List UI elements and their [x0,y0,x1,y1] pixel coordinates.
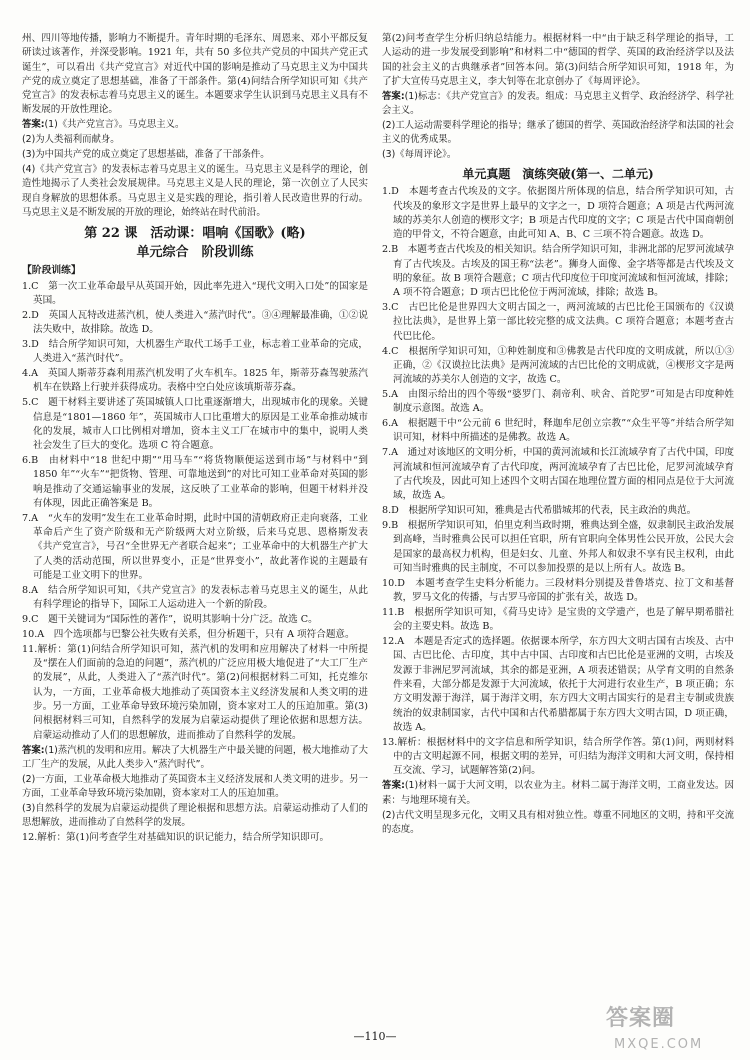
right-item-2: 2.B 本题考查古代埃及的相关知识。结合所学知识可知，非洲北部的尼罗河流域孕育了古代埃及。古埃及的国王称“法老”。狮身人面像、金字塔等都是古代埃及文明的象征。故 B 项符合题意；C 项古代印度位于印度河流域和恒河流域，排除；A 项不符合题意；D 项古巴比伦位于两河流域，排除；故选 B。 [382,244,734,299]
left-answer2-2: (2)一方面，工业革命极大地推动了英国资本主义经济发展和人类文明的进步。另一方面，工业革命导致环境污染加剧，资本家对工人的压迫加重。 [22,773,368,800]
right-answer-label: 答案: [382,90,405,102]
left-item-8: 8.A 结合所学知识可知，《共产党宣言》的发表标志着马克思主义的诞生，从此有科学理论的指导下，国际工人运动进入一个新的阶段。 [22,584,368,611]
right-answer-2: (2)工人运动需要科学理论的指导；继承了德国的哲学、英国政治经济学和法国的社会主义的优秀成果。 [382,119,734,146]
left-item-10: 10.A 四个选项都与巴黎公社失败有关系，但分析题干，只有 A 项符合题意。 [22,629,355,640]
left-answer-label: 答案: [22,119,45,131]
left-answers2 [22,744,368,773]
right-item-10: 10.D 本题考查学生史料分析能力。三段材料分别提及普鲁塔克、拉丁文和基督教，罗马文化的传播，与古罗马帝国的扩张有关，故选 D。 [382,577,734,604]
right-item-9: 9.B 根据所学知识可知，伯里克利当政时期，雅典达到全盛，奴隶制民主政治发展到高峰，当时雅典公民可以担任官职，所有官职向全体男性公民开放，公民大会是国家的最高权力机构，但是妇女、儿童、外邦人和奴隶不享有民主权利，由此可知当时雅典的民主制度，不可以参加投票的是以上所有人。故选 B。 [382,520,734,574]
right-column [382,32,734,838]
right-item-1: 1.D 本题考查古代埃及的文字。依据图片所体现的信息，结合所学知识可知，古代埃及的象形文字是世界上最早的文字之一，D 项符合题意；A 项是古代两河流域的苏美尔人创造的楔形文字；B 项是古代印度的文字；C 项是古代中国商朝创造的甲骨文，不符合题意，由此可知 A、B、C 三项不符合题意。故选 D。 [382,186,734,241]
right-answer2-1: (1)材料一属于大河文明，以农业为主。材料二属于海洋文明，工商业发达。因素：与地理环境有关。 [382,780,734,806]
left-item-1: 1.C 第一次工业革命最早从英国开始，因此率先进入“现代文明入口处”的国家是英国。 [22,280,368,306]
right-answers2 [382,779,734,808]
left-item-12: 12.解析：第(1)问考查学生对基础知识的识记能力，结合所学知识即可。 [22,832,330,844]
right-answers [382,90,734,119]
watermark-cn: 答案圈 [606,1006,676,1031]
right-item-3: 3.C 古巴比伦是世界四大文明古国之一，两河流域的古巴比伦王国颁布的《汉谟拉比法典》，是世界上第一部比较完整的成文法典。C 项符合题意；本题考查古代巴比伦。 [382,302,734,342]
right-intro: 第(2)问考查学生分析归纳总结能力。根据材料一中“由于缺乏科学理论的指导，工人运动的进一步发展受到影响”和材料二中“德国的哲学、英国的政治经济学以及法国的社会主义的古典继承者”回答本问。第(3)问结合所学知识可知，1918 年，为了扩大宣传马克思主义，李大钊等在北京创办了《每周评论》。 [382,33,734,87]
left-answer2-1: (1)蒸汽机的发明和应用。解决了大机器生产中最关键的问题，极大地推动了大工厂生产的发展，从此人类步入“蒸汽时代”。 [22,744,368,770]
page-number: —110— [353,1030,397,1043]
left-item-3: 3.D 结合所学知识可知，大机器生产取代工场手工业，标志着工业革命的完成，人类进入“蒸汽时代”。 [22,338,368,365]
right-section-title: 单元真题 演练突破(第一、二单元) [462,167,654,182]
right-item-8: 8.D 根据所学知识可知，雅典是古代希腊城邦的代表，民主政治的典范。 [382,505,697,517]
left-item-9: 9.C 题干关键词为“国际性的著作”，说明其影响十分广泛。故选 C。 [22,614,318,626]
left-column [22,32,368,846]
left-intro: 州、四川等地传播，影响力不断提升。青年时期的毛泽东、周恩来、邓小平都反复研读过该著作，并深受影响。1921 年，共有 50 多位共产党员的中国共产党正式诞生”，可以看出《共产党宣言》对近代中国的影响是推动了马克思主义为中国共产党的成立奠定了思想基础，准备了干部条件。第(4)问结合所学知识可知《共产党宣言》的发表标志着马克思主义的诞生。本题要求学生认识到马克思主义具有不断发展的开放性理论。 [22,33,368,116]
right-answer-1: (1)标志：《共产党宣言》的发表。组成：马克思主义哲学、政治经济学、科学社会主义。 [382,90,734,117]
lesson-title: 第 22 课 活动课：唱响《国歌》(略) [84,226,306,242]
right-item-11: 11.B 根据所学知识可知，《荷马史诗》是宝贵的文学遗产，也是了解早期希腊社会的主要史料。故选 B。 [382,607,734,633]
left-item-11: 11.解析：第(1)问结合所学知识可知，蒸汽机的发明和应用解决了材料一中所提及“摆在人们面前的急迫的问题”，蒸汽机的广泛应用极大地促进了“大工厂生产的发展”，从此，人类进入了“蒸汽时代”。第(2)问根据材料二可知，托克维尔认为，一方面，工业革命极大地推动了英国资本主义经济发展和人类文明的进步。另一方面，工业革命导致环境污染加剧，资本家对工人的压迫加重。第(3)问根据材料三可知，自然科学的发展为启蒙运动提供了理论依据和思想方法。启蒙运动推动了人们的思想解放，进而推动了自然科学的发展。 [22,643,368,741]
left-answer2-3: (3)自然科学的发展为启蒙运动提供了理论根据和思想方法。启蒙运动推动了人们的思想解放，进而推动了自然科学的发展。 [22,802,368,829]
left-answers [22,118,368,132]
left-answer-4: (4)《共产党宣言》的发表标志着马克思主义的诞生。马克思主义是科学的理论，创造性地揭示了人类社会发展规律。马克思主义是人民的理论，第一次创立了人民实现自身解放的思想体系。马克思主义是实践的理论，指引着人民改造世界的行动。马克思主义是不断发展的开放的理论，始终站在时代前沿。 [22,164,368,218]
left-answer-3: (3)为中国共产党的成立奠定了思想基础，准备了干部条件。 [22,149,270,161]
right-item-6: 6.A 根据题干中“公元前 6 世纪时，释迦牟尼创立宗教”“众生平等”并结合所学知识可知，材料中所描述的是佛教。故选 A。 [382,418,734,444]
left-item-2: 2.D 英国人瓦特改进蒸汽机，使人类进入“蒸汽时代”。③④理解最准确，①②说法失败中，故排除。故选 D。 [22,309,368,336]
left-answer-1: (1)《共产党宣言》。马克思主义。 [44,119,185,131]
right-item-12: 12.A 本题是否定式的选择题。依据课本所学，东方四大文明古国有古埃及、古中国、古巴比伦、古印度，其中古中国、古印度和古巴比伦是亚洲的文明，古埃及发源于非洲尼罗河流域，其余的都是亚洲，A 项表述错误；从学育文明的自然条件来看，大部分都是发源于大河流域，依托于大河进行农业生产，B 项正确；东方文明发源于海洋，属于海洋文明，东方四大文明古国实行的是君主专制或贵族统治的奴隶制国家，古代中国和古代希腊都属于东方四大文明古国，D 项正确，故选 A。 [382,636,734,733]
right-answer-label-2: 答案: [382,780,405,792]
unit-title: 单元综合 阶段训练 [136,245,254,261]
left-item-7: 7.A “火车的发明”发生在工业革命时期，此时中国的清朝政府正走向衰落，工业革命后产生了资产阶级和无产阶级两大对立阶级，后来马克思、恩格斯发表《共产党宣言》，号召“全世界无产者联合起来”；工业革命中的大机器生产扩大了人类的活动范围，所以世界变小，正是“世界变小”，故此著作说的主题最有可能是工业文明下的世界。 [22,512,368,582]
section-label: 【阶段训练】 [22,265,81,277]
left-answer-2: (2)为人类福利而献身。 [22,134,120,146]
left-item-5: 5.C 题干材料主要讲述了英国城镇人口比重逐渐增大，出现城市化的现象。关键信息是“1801—1860 年”，英国城市人口比重增大的原因是工业革命推动城市化的发展，城市人口比例相对增加，资本主义工厂在城市中的集中，说明人类社会发生了巨大的变化。选项 C 符合题意。 [22,397,368,452]
left-item-4: 4.A 英国人斯蒂芬森利用蒸汽机发明了火车机车。1825 年，斯蒂芬森驾驶蒸汽机车在铁路上行驶并获得成功。表格中空白处应该填斯蒂芬森。 [22,368,368,394]
right-answer-3: (3)《每周评论》。 [382,149,457,161]
left-answer-label-2: 答案: [22,744,45,756]
right-item-4: 4.C 根据所学知识可知，①种姓制度和③佛教是古代印度的文明成就，所以①③正确，②《汉谟拉比法典》是两河流域的古巴比伦的文明成就，④楔形文字是两河流域的苏美尔人创造的文字，故选 C。 [382,345,734,386]
left-item-6: 6.B 由材料中“18 世纪中期”“用马车”“将货物顺便运送到市场”与材料中“到 1850 年”“火车”“把货物、管理、可靠地送到”的对比可知工业革命对英国的影响是推动了交通运输事业的发展，这反映了工业革命的影响，但题干材料并没有体现，因此正确答案是 B。 [22,455,368,509]
watermark-en: MXQE.COM [614,1037,704,1052]
right-item-5: 5.A 由图示给出的四个等级“婆罗门、刹帝利、吠舍、首陀罗”可知是古印度种姓制度示意图。故选 A。 [382,388,734,415]
right-item-13: 13.解析：根据材料中的文字信息和所学知识，结合所学作答。第(1)问，两则材料中的古文明起源不同，根据文明的差异，可归结为海洋文明和大河文明，保持相互交流、学习，试题解答第(2)问。 [382,736,734,777]
right-item-7: 7.A 通过对该地区的文明分析，中国的黄河流域和长江流域孕育了古代中国，印度河流域和恒河流域孕育了古代印度，两河流域孕育了古巴比伦，尼罗河流域孕育了古代埃及，因此可知上述四个文明古国在地理位置方面的相同点是位于大河流域，故选 A。 [382,447,734,502]
watermark-logo [606,1006,736,1056]
right-answer2-2: (2)古代文明呈现多元化，文明又具有相对独立性。尊重不同地区的文明，持和平交流的态度。 [382,809,734,835]
